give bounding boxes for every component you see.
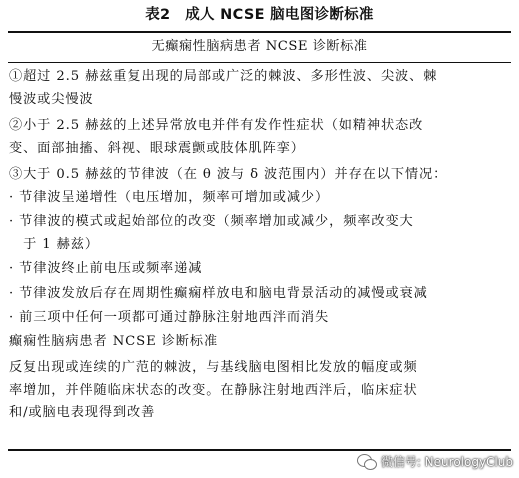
bottom-rule xyxy=(8,449,511,451)
criterion-2-line-2: 变、面部抽搐、斜视、眼球震颤或肢体肌阵挛） xyxy=(9,140,305,156)
section2-line-3: 和/或脑电表现得到改善 xyxy=(9,405,156,420)
bullet-1: · 节律波呈递增性（电压增加，频率可增加或减少） xyxy=(9,189,330,205)
wechat-icon xyxy=(357,454,377,470)
criterion-1-line-1: ①超过 2.5 赫兹重复出现的局部或广泛的棘波、多形性波、尖波、棘 xyxy=(9,69,438,84)
watermark-text: 微信号: NeurologyClub xyxy=(380,455,513,469)
criterion-3-line-1: ③大于 0.5 赫兹的节律波（在 θ 波与 δ 波范围内）并存在以下情况： xyxy=(9,167,448,182)
bullet-4: · 节律波发放后存在周期性癫痫样放电和脑电背景活动的减慢或衰减 xyxy=(9,285,428,301)
watermark xyxy=(357,453,513,470)
bullet-2-line-2: 于 1 赫兹） xyxy=(9,236,99,252)
table-body xyxy=(9,66,509,425)
top-rule xyxy=(8,31,511,33)
bullet-3: · 节律波终止前电压或频率递减 xyxy=(9,261,203,276)
bullet-5: · 前三项中任何一项都可通过静脉注射地西泮而消失 xyxy=(9,310,330,325)
section2-line-2: 率增加，并伴随临床状态的改变。在静脉注射地西泮后，临床症状 xyxy=(9,382,418,398)
section2-heading: 癫痫性脑病患者 NCSE 诊断标准 xyxy=(9,333,219,349)
criterion-1-line-2: 慢波或尖慢波 xyxy=(9,91,94,107)
section1-heading: 无癫痫性脑病患者 NCSE 诊断标准 xyxy=(151,39,368,54)
table-title: 表2 成人 NCSE 脑电图诊断标准 xyxy=(145,7,374,23)
bullet-2-line-1: · 节律波的模式或起始部位的改变（频率增加或减少，频率改变大 xyxy=(9,214,414,229)
criterion-2-line-1: ②小于 2.5 赫兹的上述异常放电并伴有发作性症状（如精神状态改 xyxy=(9,118,424,133)
section2-line-1: 反复出现或连续的广范的棘波，与基线脑电图相比发放的幅度或频 xyxy=(9,360,418,375)
header-rule xyxy=(8,62,511,63)
